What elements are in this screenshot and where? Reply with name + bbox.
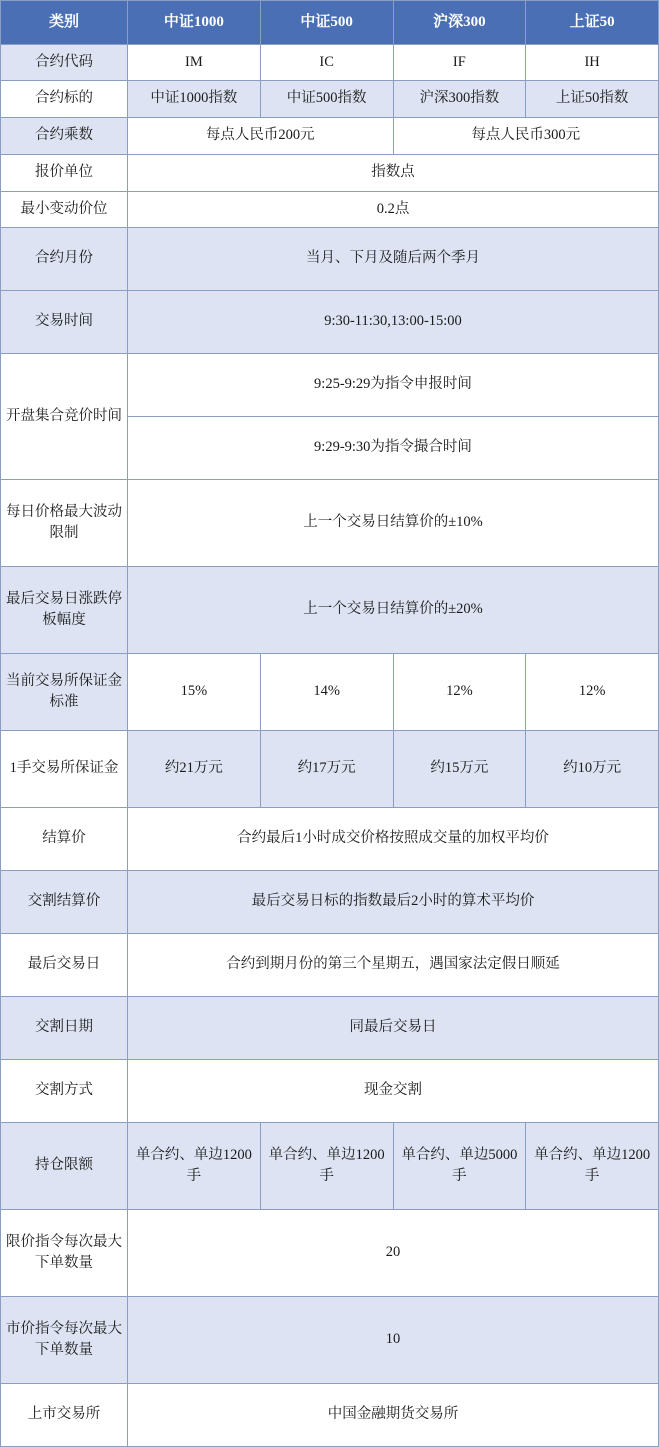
row-value: IC [260,44,393,81]
row-label: 1手交易所保证金 [1,731,128,808]
row-label: 结算价 [1,808,128,871]
column-header-csi1000: 中证1000 [128,1,261,45]
row-label: 上市交易所 [1,1384,128,1447]
table-row [1,654,659,731]
row-value: 中国金融期货交易所 [128,1384,659,1447]
row-label: 合约月份 [1,228,128,291]
row-value: 单合约、单边5000手 [393,1123,526,1210]
row-value: 12% [393,654,526,731]
row-value: 每点人民币300元 [393,118,659,155]
row-value: 约21万元 [128,731,261,808]
row-label: 最小变动价位 [1,191,128,228]
table-row [1,354,659,417]
row-value: 指数点 [128,154,659,191]
row-value: IH [526,44,659,81]
row-value: 合约到期月份的第三个星期五，遇国家法定假日顺延 [128,934,659,997]
table-row [1,118,659,155]
table-row [1,154,659,191]
table-row [1,1210,659,1297]
row-label: 报价单位 [1,154,128,191]
row-label: 交割方式 [1,1060,128,1123]
row-value: 上一个交易日结算价的±10% [128,480,659,567]
row-label: 当前交易所保证金标准 [1,654,128,731]
table-header-row [1,1,659,45]
table-row [1,191,659,228]
row-value: 9:29-9:30为指令撮合时间 [128,417,659,480]
table-row [1,731,659,808]
row-value: 约17万元 [260,731,393,808]
table-row [1,480,659,567]
row-label: 最后交易日 [1,934,128,997]
row-value: 单合约、单边1200手 [128,1123,261,1210]
column-header-csi300: 沪深300 [393,1,526,45]
table-row [1,567,659,654]
row-label: 交割结算价 [1,871,128,934]
row-value: 中证500指数 [260,81,393,118]
row-value: 单合约、单边1200手 [260,1123,393,1210]
table-row [1,81,659,118]
row-value: 沪深300指数 [393,81,526,118]
row-label: 合约乘数 [1,118,128,155]
row-value: 14% [260,654,393,731]
row-value: 20 [128,1210,659,1297]
row-value: 12% [526,654,659,731]
row-value: 约15万元 [393,731,526,808]
table-row [1,228,659,291]
table-row [1,808,659,871]
table-row [1,1060,659,1123]
row-value: 0.2点 [128,191,659,228]
row-value: 中证1000指数 [128,81,261,118]
table-row [1,1384,659,1447]
column-header-category: 类别 [1,1,128,45]
row-label: 合约标的 [1,81,128,118]
table-row [1,291,659,354]
column-header-sse50: 上证50 [526,1,659,45]
row-value: 现金交割 [128,1060,659,1123]
row-value: 单合约、单边1200手 [526,1123,659,1210]
row-value: 每点人民币200元 [128,118,394,155]
row-label: 每日价格最大波动限制 [1,480,128,567]
row-label: 合约代码 [1,44,128,81]
table-row [1,997,659,1060]
table-row [1,44,659,81]
row-label: 交易时间 [1,291,128,354]
row-label: 市价指令每次最大下单数量 [1,1297,128,1384]
row-label: 最后交易日涨跌停板幅度 [1,567,128,654]
row-value: 当月、下月及随后两个季月 [128,228,659,291]
row-value: 同最后交易日 [128,997,659,1060]
table-row [1,1297,659,1384]
row-value: IM [128,44,261,81]
row-value: 9:30-11:30,13:00-15:00 [128,291,659,354]
row-value: 上证50指数 [526,81,659,118]
row-value: 合约最后1小时成交价格按照成交量的加权平均价 [128,808,659,871]
table-row [1,1123,659,1210]
column-header-csi500: 中证500 [260,1,393,45]
row-value: 15% [128,654,261,731]
row-value: IF [393,44,526,81]
row-value: 最后交易日标的指数最后2小时的算术平均价 [128,871,659,934]
row-label: 开盘集合竞价时间 [1,354,128,480]
table-row [1,871,659,934]
row-label: 持仓限额 [1,1123,128,1210]
row-value: 9:25-9:29为指令申报时间 [128,354,659,417]
row-label: 交割日期 [1,997,128,1060]
row-value: 约10万元 [526,731,659,808]
table-row [1,934,659,997]
row-value: 10 [128,1297,659,1384]
row-value: 上一个交易日结算价的±20% [128,567,659,654]
row-label: 限价指令每次最大下单数量 [1,1210,128,1297]
